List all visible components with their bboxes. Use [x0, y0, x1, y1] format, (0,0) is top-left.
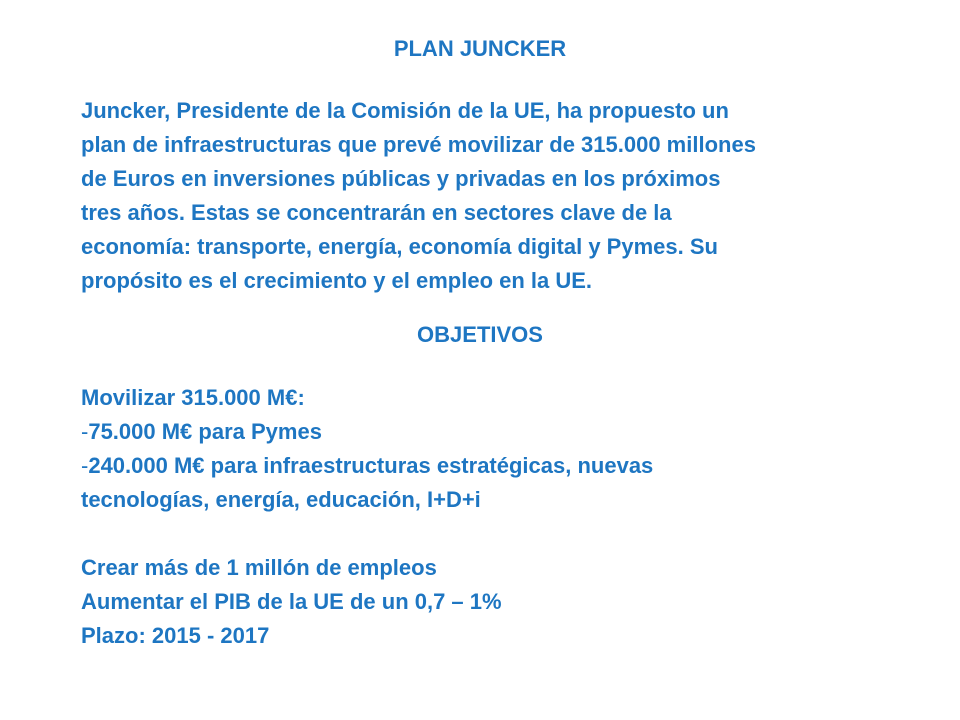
- bullet-dash: -: [81, 453, 89, 478]
- intro-line: tres años. Estas se concentrarán en sectores clave de la: [81, 200, 672, 225]
- intro-line: de Euros en inversiones públicas y privadas en los próximos: [81, 166, 721, 191]
- gdp-line: Aumentar el PIB de la UE de un 0,7 – 1%: [81, 589, 502, 614]
- objectives-list: [81, 381, 911, 653]
- mobilize-heading: Movilizar 315.000 M€:: [81, 385, 305, 410]
- intro-line: plan de infraestructuras que prevé movilizar de 315.000 millones: [81, 132, 756, 157]
- intro-paragraph: [81, 94, 911, 298]
- jobs-line: Crear más de 1 millón de empleos: [81, 555, 437, 580]
- term-line: Plazo: 2015 - 2017: [81, 623, 270, 648]
- section-heading-objectives: OBJETIVOS: [417, 322, 543, 347]
- intro-line: economía: transporte, energía, economía digital y Pymes. Su: [81, 234, 718, 259]
- intro-line: Juncker, Presidente de la Comisión de la UE, ha propuesto un: [81, 98, 729, 123]
- list-item: -240.000 M€ para infraestructuras estratégicas, nuevas: [81, 453, 654, 478]
- page-title: PLAN JUNCKER: [393, 36, 567, 61]
- spacer: [81, 517, 911, 551]
- bullet-dash: -: [81, 419, 89, 444]
- intro-line: propósito es el crecimiento y el empleo en la UE.: [81, 268, 593, 293]
- list-item: -75.000 M€ para Pymes: [81, 419, 322, 444]
- list-item-continuation: tecnologías, energía, educación, I+D+i: [81, 487, 481, 512]
